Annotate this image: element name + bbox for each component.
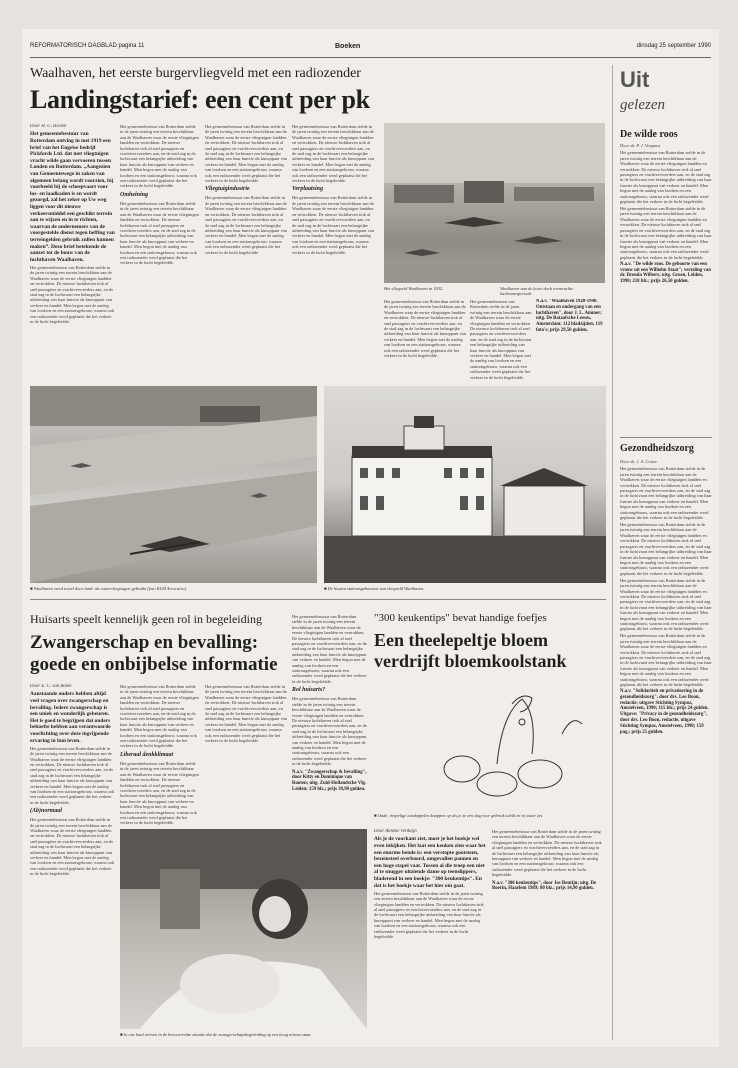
sidebar-rule	[620, 437, 712, 438]
article1-col4-text: Het gemeentebestuur van Rotterdam stelde in de jaren twintig een terrein beschikbaar aan de Waalhaven waar de eerste vliegtuigen landden en vertrokken. De nieuwe luchthaven trok al snel passagiers en vrachtvervoerders aan, en de stad zag in de luchtvaart een belangrijke uitbreiding van haar functie als knooppunt van verkeer en handel. Men begon met de aanleg van loodsen en een stationsgebouw, waarna ook een radiozender werd geplaatst die het verkeer in de lucht begeleidde.	[292, 124, 374, 184]
article2-sub-liberaal: Liberaal denkklimaat	[120, 751, 174, 758]
article2-title	[30, 632, 278, 676]
article1-col3	[205, 124, 287, 384]
article2-col3	[205, 684, 287, 827]
photo4-caption-text: In ons land werven in de bevoorrechte situatie dat de zwangerschapsbegeleiding op een hoog niveau staat.	[123, 1032, 312, 1037]
sidebar-byline1: Door ds. P. J. Vergunst	[620, 143, 661, 148]
article2-byline: Door E. C. van Balen	[30, 684, 72, 689]
article3-title-line1: Een theelepeltje bloem	[374, 630, 548, 650]
article2-lead: Aanstaande ouders hebben altijd veel vragen over zwangerschap en bevalling. Iedere zwangerschap is een uniek en wonderlijk gebeuren. Het is goed te begrijpen dat ouders behoefte hebben aan verantwoorde voorlichting over deze ingrijpende ervaring in hun leven.	[30, 691, 111, 744]
sidebar-title2: Gezondheidszorg	[620, 443, 694, 454]
sidebar-bookinfo1: N.a.v. "De wilde roos. De geboorte van een vrouw uit een Wilhelm Staat"; vertaling van dr. Brenda Wilbers; uitg. Groen, Leiden, 1990; 218 blz.; prijs 26,50 gulden.	[620, 261, 711, 285]
article1-col3-text2: Het gemeentebestuur van Rotterdam stelde in de jaren twintig een terrein beschikbaar aan de Waalhaven waar de eerste vliegtuigen landden en vertrokken. De nieuwe luchthaven trok al snel passagiers en vrachtvervoerders aan, en de stad zag in de luchtvaart een belangrijke uitbreiding van haar functie als knooppunt van verkeer en handel. Men begon met de aanleg van loodsen en een stationsgebouw, waarna ook een radiozender werd geplaatst die het verkeer in de lucht begeleidde.	[205, 195, 287, 255]
article1-sub-verplaatsing: Verplaatsing	[292, 186, 324, 193]
article2-col3-text: Het gemeentebestuur van Rotterdam stelde in de jaren twintig een terrein beschikbaar aan de Waalhaven waar de eerste vliegtuigen landden en vertrokken. De nieuwe luchthaven trok al snel passagiers en vrachtvervoerders aan, en de stad zag in de luchtvaart een belangrijke uitbreiding van haar functie als knooppunt van verkeer en handel. Men begon met de aanleg van loodsen en een stationsgebouw, waarna ook een radiozender werd geplaatst die het verkeer in de lucht begeleidde.	[205, 684, 287, 744]
photo-seaplanes-illustration	[30, 386, 317, 583]
article2-title-line2: goede en onbijbelse informatie	[30, 654, 278, 675]
sidebar-col2-text2: Het gemeentebestuur van Rotterdam stelde in de jaren twintig een terrein beschikbaar aan de Waalhaven waar de eerste vliegtuigen landden en vertrokken. De nieuwe luchthaven trok al snel passagiers en vrachtvervoerders aan, en de stad zag in de luchtvaart een belangrijke uitbreiding van haar functie als knooppunt van verkeer en handel. Men begon met de aanleg van loodsen en een stationsgebouw, waarna ook een radiozender werd geplaatst die het verkeer in de lucht begeleidde.	[620, 522, 712, 576]
photo1-bullet-icon: ■	[30, 586, 34, 591]
potatoes-drawing	[422, 674, 592, 809]
photo4-bullet-icon: ■	[120, 1032, 124, 1037]
photo5-caption-text: Oude, rimpelige aardappelen knappen op als je ze een dag voor gebruik schilt en in water zet.	[377, 813, 544, 818]
article1-col1	[30, 124, 115, 384]
sidebar-col1-text: Het gemeentebestuur van Rotterdam stelde in de jaren twintig een terrein beschikbaar aan de Waalhaven waar de eerste vliegtuigen landden en vertrokken. De nieuwe luchthaven trok al snel passagiers en vrachtvervoerders aan, en de stad zag in de luchtvaart een belangrijke uitbreiding van haar functie als knooppunt van verkeer en handel. Men begon met de aanleg van loodsen en een stationsgebouw, waarna ook een radiozender werd geplaatst die het verkeer in de lucht begeleidde.	[620, 150, 712, 205]
article3-title-line2: verdrijft bloemkoolstank	[374, 651, 567, 671]
article3-kicker: "300 keukentips" bevat handige foefjes	[374, 612, 547, 624]
article1-bookinfo: N.a.v. "Waalhaven 1920-1940. Ontstaan en ondergang van een luchthaven", door J. L. Ammer; uitg. De Bataafsche Leeuw, Amsterdam; 112 bladzijden; 119 foto's; prijs 29,50 gulden.	[536, 299, 603, 333]
article3-byline: Door Anneke Verduijn	[374, 829, 417, 834]
photo-station-illustration	[324, 386, 606, 583]
article1-title: Landingstarief: een cent per pk	[30, 85, 370, 114]
article3-bookinfo: N.a.v. "300 keukentips", door Jos Boutijn; uitg. De Boerin, Haarlem 1989; 80 blz.; prijs 14,90 gulden.	[492, 880, 597, 892]
article1-filler: Het gemeentebestuur van Rotterdam stelde in de jaren twintig een terrein beschikbaar aan de Waalhaven waar de eerste vliegtuigen landden en vertrokken. De nieuwe luchthaven trok al snel passagiers en vrachtvervoerders aan, en de stad zag in de luchtvaart een belangrijke uitbreiding van haar functie als knooppunt van verkeer en handel. Men begon met de aanleg van loodsen en een stationsgebouw, waarna ook een radiozender werd geplaatst die het verkeer in de lucht begeleidde.	[30, 264, 115, 324]
article2-col2-text: Het gemeentebestuur van Rotterdam stelde in de jaren twintig een terrein beschikbaar aan de Waalhaven waar de eerste vliegtuigen landden en vertrokken. De nieuwe luchthaven trok al snel passagiers en vrachtvervoerders aan, en de stad zag in de luchtvaart een belangrijke uitbreiding van haar functie als knooppunt van verkeer en handel. Men begon met de aanleg van loodsen en een stationsgebouw, waarna ook een radiozender werd geplaatst die het verkeer in de lucht begeleidde.	[120, 684, 199, 749]
article1-col3-text: Het gemeentebestuur van Rotterdam stelde in de jaren twintig een terrein beschikbaar aan de Waalhaven waar de eerste vliegtuigen landden en vertrokken. De nieuwe luchthaven trok al snel passagiers en vrachtvervoerders aan, en de stad zag in de luchtvaart een belangrijke uitbreiding van haar functie als knooppunt van verkeer en handel. Men begon met de aanleg van loodsen en een stationsgebouw, waarna ook een radiozender werd geplaatst die het verkeer in de lucht begeleidde.	[205, 124, 287, 184]
sidebar-col2	[620, 459, 712, 1039]
sidebar-col1	[620, 143, 712, 433]
sidebar-bookinfo2: N.a.v. "Solidariteit en privatisering in de gezondheidszorg", door drs. Leo Boon, redactie; uitgave Stichting Sympoz, Amstelveen, 1990; 115 blz.; prijs 24 gulden. Uitgave: "Privacy in de gezondheidszorg", door drs. Leo Boon, redactie, uitgave Stichting Sympoz, Amstelveen, 1990; 159 pag.; prijs 25 gulden.	[620, 689, 709, 735]
article2-bookinfo: N.a.v. "Zwangerschap & bevalling", door Kitty en Dominique van Rooten; uitg. Zuid-Hollandsche Vlg. Leiden; 159 blz.; prijs 39,90 gulden.	[292, 769, 367, 792]
article3-title	[374, 630, 567, 672]
article2-col4-text: Het gemeentebestuur van Rotterdam stelde in de jaren twintig een terrein beschikbaar aan de Waalhaven waar de eerste vliegtuigen landden en vertrokken. De nieuwe luchthaven trok al snel passagiers en vrachtvervoerders aan, en de stad zag in de luchtvaart een belangrijke uitbreiding van haar functie als knooppunt van verkeer en handel. Men begon met de aanleg van loodsen en een stationsgebouw, waarna ook een radiozender werd geplaatst die het verkeer in de lucht begeleidde.	[292, 614, 367, 684]
photo1-caption	[30, 586, 317, 591]
photo5-caption	[374, 813, 606, 818]
page-header	[30, 43, 711, 58]
logo-uit: Uit	[620, 67, 650, 92]
sidebar-byline2: Door ds. J. A. Coster	[620, 459, 658, 464]
article2-sub-huisarts: Rol huisarts?	[292, 687, 326, 694]
article1-col5-text: Het gemeentebestuur van Rotterdam stelde in de jaren twintig een terrein beschikbaar aan de Waalhaven waar de eerste vliegtuigen landden en vertrokken. De nieuwe luchthaven trok al snel passagiers en vrachtvervoerders aan, en de stad zag in de luchtvaart een belangrijke uitbreiding van haar functie als knooppunt van verkeer en handel. Men begon met de aanleg van loodsen en een stationsgebouw, waarna ook een radiozender werd geplaatst die het verkeer in de lucht begeleidde.	[384, 299, 466, 359]
sidebar-col2-text4: Het gemeentebestuur van Rotterdam stelde in de jaren twintig een terrein beschikbaar aan de Waalhaven waar de eerste vliegtuigen landden en vertrokken. De nieuwe luchthaven trok al snel passagiers en vrachtvervoerders aan, en de stad zag in de luchtvaart een belangrijke uitbreiding van haar functie als knooppunt van verkeer en handel. Men begon met de aanleg van loodsen en een stationsgebouw, waarna ook een radiozender werd geplaatst die het verkeer in de lucht begeleidde.	[620, 633, 712, 688]
article1-col6	[470, 299, 532, 384]
article1-col2-text2: Het gemeentebestuur van Rotterdam stelde in de jaren twintig een terrein beschikbaar aan de Waalhaven waar de eerste vliegtuigen landden en vertrokken. De nieuwe luchthaven trok al snel passagiers en vrachtvervoerders aan, en de stad zag in de luchtvaart een belangrijke uitbreiding van haar functie als knooppunt van verkeer en handel. Men begon met de aanleg van loodsen en een stationsgebouw, waarna ook een radiozender werd geplaatst die het verkeer in de lucht begeleidde.	[120, 200, 199, 266]
photo5-bullet-icon: ■	[374, 813, 378, 818]
article2-col1-text2: Het gemeentebestuur van Rotterdam stelde in de jaren twintig een terrein beschikbaar aan de Waalhaven waar de eerste vliegtuigen landden en vertrokken. De nieuwe luchthaven trok al snel passagiers en vrachtvervoerders aan, en de stad zag in de luchtvaart een belangrijke uitbreiding van haar functie als knooppunt van verkeer en handel. Men begon met de aanleg van loodsen en een stationsgebouw, waarna ook een radiozender werd geplaatst die het verkeer in de lucht begeleidde.	[30, 817, 115, 877]
logo-gelezen: gelezen	[620, 97, 665, 113]
photo3-caption: Het vliegveld Waalhaven in 1932.	[384, 286, 444, 291]
sidebar-divider	[612, 65, 613, 1040]
article1-kicker: Waalhaven, het eerste burgervliegveld met een radiozender	[30, 66, 361, 81]
article1-col5	[384, 299, 466, 384]
article2-sub-abnormaal: (Ab)normaal	[30, 808, 63, 815]
article2-col1	[30, 684, 115, 1039]
article1-sub-vliegtuigindustrie: Vliegtuigindustrie	[205, 186, 250, 193]
sidebar-col2-text: Het gemeentebestuur van Rotterdam stelde in de jaren twintig een terrein beschikbaar aan de Waalhaven waar de eerste vliegtuigen landden en vertrokken. De nieuwe luchthaven trok al snel passagiers en vrachtvervoerders aan, en de stad zag in de luchtvaart een belangrijke uitbreiding van haar functie als knooppunt van verkeer en handel. Men begon met de aanleg van loodsen en een stationsgebouw, waarna ook een radiozender werd geplaatst die het verkeer in de lucht begeleidde.	[620, 466, 712, 521]
article2-col2	[120, 684, 200, 827]
article1-sub-omheining: Omheining	[120, 191, 149, 198]
photo-pregnant-woman	[120, 829, 367, 1029]
article1-col4-text2: Het gemeentebestuur van Rotterdam stelde in de jaren twintig een terrein beschikbaar aan de Waalhaven waar de eerste vliegtuigen landden en vertrokken. De nieuwe luchthaven trok al snel passagiers en vrachtvervoerders aan, en de stad zag in de luchtvaart een belangrijke uitbreiding van haar functie als knooppunt van verkeer en handel. Men begon met de aanleg van loodsen en een stationsgebouw, waarna ook een radiozender werd geplaatst die het verkeer in de lucht begeleidde.	[292, 195, 374, 255]
header-left: REFORMATORISCH DAGBLAD pagina 11	[30, 43, 145, 49]
photo3-caption2: Waalhaven aan de korte doch roemruchte luchtvaartperiode.	[500, 286, 574, 296]
article2-kicker: Huisarts speelt kennelijk geen rol in begeleiding	[30, 612, 262, 626]
article3-col1	[374, 829, 486, 1039]
photo-airfield-1932	[384, 123, 605, 283]
article3-col2-text: Het gemeentebestuur van Rotterdam stelde in de jaren twintig een terrein beschikbaar aan de Waalhaven waar de eerste vliegtuigen landden en vertrokken. De nieuwe luchthaven trok al snel passagiers en vrachtvervoerders aan, en de stad zag in de luchtvaart een belangrijke uitbreiding van haar functie als knooppunt van verkeer en handel. Men begon met de aanleg van loodsen en een stationsgebouw, waarna ook een radiozender werd geplaatst die het verkeer in de lucht begeleidde.	[492, 829, 602, 878]
photo-woman-illustration	[120, 829, 367, 1029]
photo-seaplanes	[30, 386, 317, 583]
photo2-bullet-icon: ■	[324, 586, 328, 591]
photo-airfield-illustration	[384, 123, 605, 283]
article2-col4-text2: Het gemeentebestuur van Rotterdam stelde in de jaren twintig een terrein beschikbaar aan de Waalhaven waar de eerste vliegtuigen landden en vertrokken. De nieuwe luchthaven trok al snel passagiers en vrachtvervoerders aan, en de stad zag in de luchtvaart een belangrijke uitbreiding van haar functie als knooppunt van verkeer en handel. Men begon met de aanleg van loodsen en een stationsgebouw, waarna ook een radiozender werd geplaatst die het verkeer in de lucht begeleidde.	[292, 696, 367, 767]
photo4-caption	[120, 1032, 367, 1037]
sidebar-col2-text3: Het gemeentebestuur van Rotterdam stelde in de jaren twintig een terrein beschikbaar aan de Waalhaven waar de eerste vliegtuigen landden en vertrokken. De nieuwe luchthaven trok al snel passagiers en vrachtvervoerders aan, en de stad zag in de luchtvaart een belangrijke uitbreiding van haar functie als knooppunt van verkeer en handel. Men begon met de aanleg van loodsen en een stationsgebouw, waarna ook een radiozender werd geplaatst die het verkeer in de lucht begeleidde.	[620, 577, 712, 632]
sidebar-title1: De wilde roos	[620, 129, 678, 140]
article2-title-line1: Zwangerschap en bevalling:	[30, 632, 259, 653]
photo-station-buildings	[324, 386, 606, 583]
article1-col4	[292, 124, 374, 384]
article3-lead: Als je de voorkant ziet, moet je het boekje wel even inkijken. Het laat een keuken zien waar het een enorme bende is: een verstopte gootsteen, bezemsteel overboord, omgevallen pannen en een hoge stapel vaat. Tussen al die troep een niet al te snugger uitziende dame op teenslippers, bladerend in een boekje: "300 keukentips". En dat is het boekje waar het hier om gaat.	[374, 836, 486, 889]
article2-col4	[292, 614, 367, 827]
photo2-caption	[324, 586, 606, 591]
header-section: Boeken	[335, 43, 361, 50]
sidebar-col1-text2: Het gemeentebestuur van Rotterdam stelde in de jaren twintig een terrein beschikbaar aan de Waalhaven waar de eerste vliegtuigen landden en vertrokken. De nieuwe luchthaven trok al snel passagiers en vrachtvervoerders aan, en de stad zag in de luchtvaart een belangrijke uitbreiding van haar functie als knooppunt van verkeer en handel. Men begon met de aanleg van loodsen en een stationsgebouw, waarna ook een radiozender werd geplaatst die het verkeer in de lucht begeleidde.	[620, 206, 712, 260]
newspaper-page	[22, 29, 719, 1047]
illustration-potatoes	[422, 674, 592, 809]
article1-col6-text: Het gemeentebestuur van Rotterdam stelde in de jaren twintig een terrein beschikbaar aan de Waalhaven waar de eerste vliegtuigen landden en vertrokken. De nieuwe luchthaven trok al snel passagiers en vrachtvervoerders aan, en de stad zag in de luchtvaart een belangrijke uitbreiding van haar functie als knooppunt van verkeer en handel. Men begon met de aanleg van loodsen en een stationsgebouw, waarna ook een radiozender werd geplaatst die het verkeer in de lucht begeleidde.	[470, 299, 532, 380]
article2-col1-text: Het gemeentebestuur van Rotterdam stelde in de jaren twintig een terrein beschikbaar aan de Waalhaven waar de eerste vliegtuigen landden en vertrokken. De nieuwe luchthaven trok al snel passagiers en vrachtvervoerders aan, en de stad zag in de luchtvaart een belangrijke uitbreiding van haar functie als knooppunt van verkeer en handel. Men begon met de aanleg van loodsen en een stationsgebouw, waarna ook een radiozender werd geplaatst die het verkeer in de lucht begeleidde.	[30, 745, 115, 805]
article1-col2-text: Het gemeentebestuur van Rotterdam stelde in de jaren twintig een terrein beschikbaar aan de Waalhaven waar de eerste vliegtuigen landden en vertrokken. De nieuwe luchthaven trok al snel passagiers en vrachtvervoerders aan, en de stad zag in de luchtvaart een belangrijke uitbreiding van haar functie als knooppunt van verkeer en handel. Men begon met de aanleg van loodsen en een stationsgebouw, waarna ook een radiozender werd geplaatst die het verkeer in de lucht begeleidde.	[120, 124, 199, 189]
article1-byline: Door H. G. Heslen	[30, 124, 67, 129]
article3-col1-text: Het gemeentebestuur van Rotterdam stelde in de jaren twintig een terrein beschikbaar aan de Waalhaven waar de eerste vliegtuigen landden en vertrokken. De nieuwe luchthaven trok al snel passagiers en vrachtvervoerders aan, en de stad zag in de luchtvaart een belangrijke uitbreiding van haar functie als knooppunt van verkeer en handel. Men begon met de aanleg van loodsen en een stationsgebouw, waarna ook een radiozender werd geplaatst die het verkeer in de lucht begeleidde.	[374, 890, 484, 939]
article2-col2-text2: Het gemeentebestuur van Rotterdam stelde in de jaren twintig een terrein beschikbaar aan de Waalhaven waar de eerste vliegtuigen landden en vertrokken. De nieuwe luchthaven trok al snel passagiers en vrachtvervoerders aan, en de stad zag in de luchtvaart een belangrijke uitbreiding van haar functie als knooppunt van verkeer en handel. Men begon met de aanleg van loodsen en een stationsgebouw, waarna ook een radiozender werd geplaatst die het verkeer in de lucht begeleidde.	[120, 760, 199, 826]
article3-col2	[492, 829, 604, 1039]
article1-lead: Het gemeentebestuur van Rotterdam ontving in mei 1919 een brief van het Engelse bedrijf Pickfords Ltd. dat met vliegtuigen vracht wilde gaan vervoeren tussen Londen en Rotterdam. „Aangezien van Gemeentewege in zaken van algemeen belang wordt voorzien, bij voorbeeld bij de scheepvaart voor los- en laadkaden is en wordt gezorgd, zal het zeker op Uw weg liggen voor dit nieuwe verkeersmiddel een geschikt terrein aan te wijzen en in te richten, waarvan de ondernemers van de voorgestelde dienst tegen heffing van terreingelden gebruik zullen kunnen maken”. Dezo brief betekende de aanzet tot de bouw van de luchthaven Waalhaven.	[30, 131, 115, 263]
photo2-caption-text: De houten stationsgebouwen van vliegveld Waalhaven.	[327, 586, 425, 591]
article1-col2	[120, 124, 200, 384]
header-date: dinsdag 25 september 1990	[636, 43, 711, 49]
photo1-caption-text: Waalhaven werd zowel door land- als watervliegtuigen gebruikt (foto KLM Aerocarto).	[33, 586, 187, 591]
section-divider	[30, 599, 606, 600]
uit-gelezen-logo	[620, 67, 680, 121]
